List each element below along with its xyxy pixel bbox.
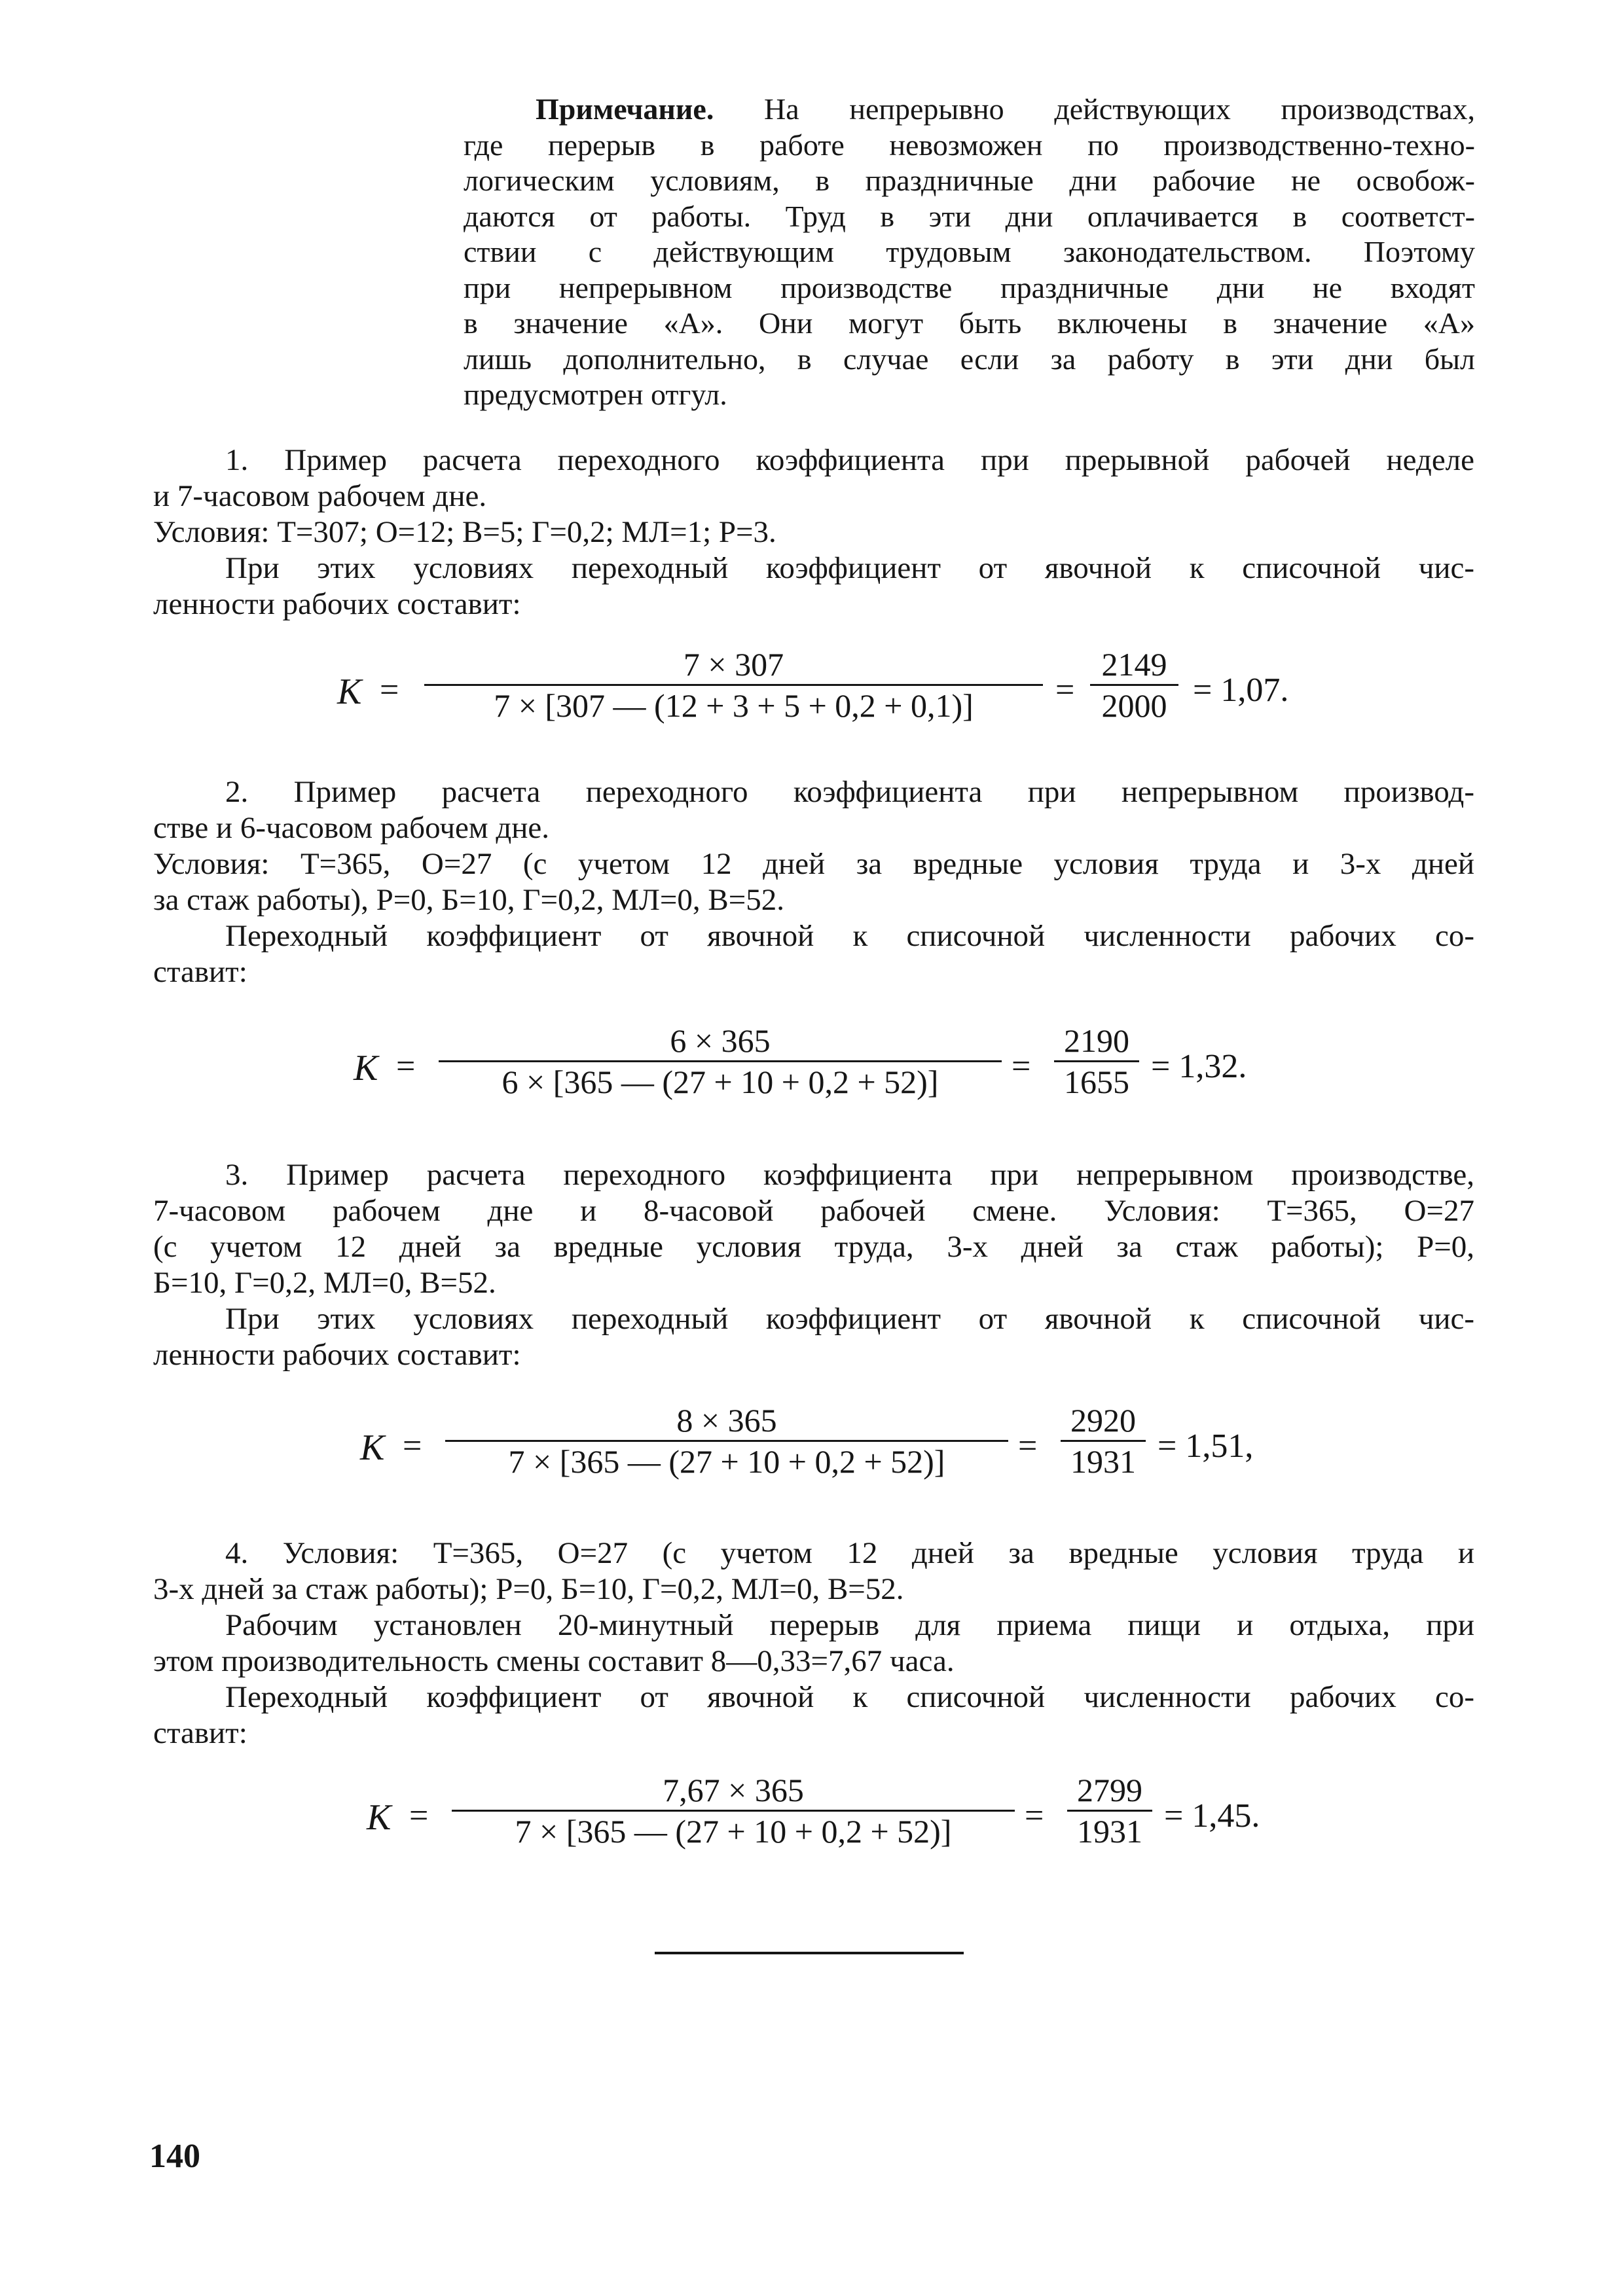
fraction-denominator: 2000 <box>1101 687 1167 724</box>
section-divider <box>655 1952 964 1954</box>
example-line: 2. Пример расчета переходного коэффициента при непрерывном производ- <box>225 775 1474 809</box>
formula-1 <box>0 645 1623 743</box>
example-line: и 7-часовом рабочем дне. <box>153 479 487 513</box>
example-line: 1. Пример расчета переходного коэффициента при прерывной рабочей неделе <box>225 443 1474 477</box>
note-block <box>464 92 1475 413</box>
equals-sign: = <box>403 1427 422 1465</box>
equals-sign: = <box>396 1048 416 1085</box>
example-line: При этих условиях переходный коэффициент от явочной к списочной чис- <box>225 551 1474 585</box>
fraction-numerator: 2149 <box>1101 646 1167 683</box>
formula-result: = 1,32. <box>1151 1048 1247 1085</box>
formula-lhs: K <box>337 672 362 712</box>
example-line: Б=10, Г=0,2, МЛ=0, В=52. <box>153 1266 496 1300</box>
note-label: Примечание. <box>536 92 714 126</box>
main-fraction <box>424 645 1043 725</box>
formula-lhs: K <box>360 1427 385 1468</box>
example-2-text <box>153 774 1474 990</box>
equals-sign: = <box>409 1797 429 1835</box>
note-line: где перерыв в работе невозможен по производственно-техно- <box>464 128 1475 162</box>
fraction-numerator: 8 × 365 <box>676 1402 777 1439</box>
fraction-numerator: 2190 <box>1064 1022 1129 1059</box>
fraction-numerator: 7,67 × 365 <box>663 1772 804 1808</box>
main-fraction <box>452 1770 1015 1851</box>
fraction-denominator: 1931 <box>1070 1443 1136 1480</box>
result-fraction <box>1054 1021 1139 1102</box>
example-line: ставит: <box>153 955 247 989</box>
example-line: ставит: <box>153 1716 247 1750</box>
note-line: при непрерывном производстве праздничные дни не входят <box>464 270 1475 304</box>
note-line: в значение «А». Они могут быть включены в значение «А» <box>464 306 1475 340</box>
fraction-numerator: 2920 <box>1070 1402 1136 1439</box>
note-line: лишь дополнительно, в случае если за работу в эти дни был <box>464 342 1475 376</box>
fraction-denominator: 7 × [365 — (27 + 10 + 0,2 + 52)] <box>508 1443 945 1480</box>
note-line: даются от работы. Труд в эти дни оплачивается в соответст- <box>464 199 1475 233</box>
example-line: стве и 6-часовом рабочем дне. <box>153 811 550 845</box>
fraction-numerator: 6 × 365 <box>670 1022 771 1059</box>
example-line: (с учетом 12 дней за вредные условия труда, 3-х дней за стаж работы); Р=0, <box>153 1230 1474 1264</box>
fraction-denominator: 7 × [365 — (27 + 10 + 0,2 + 52)] <box>515 1813 952 1850</box>
example-line: этом производительность смены составит 8—0,33=7,67 часа. <box>153 1644 955 1678</box>
example-line: за стаж работы), Р=0, Б=10, Г=0,2, МЛ=0, В=52. <box>153 883 785 917</box>
formula-result: = 1,51, <box>1158 1427 1254 1465</box>
formula-lhs: K <box>367 1797 392 1838</box>
formula-result: = 1,45. <box>1164 1797 1260 1835</box>
example-line: Рабочим установлен 20-минутный перерыв для приема пищи и отдыха, при <box>225 1608 1474 1642</box>
result-fraction <box>1090 645 1178 725</box>
example-line: 7-часовом рабочем дне и 8-часовой рабочей смене. Условия: Т=365, О=27 <box>153 1194 1474 1228</box>
equals-sign: = <box>1055 672 1075 709</box>
equals-sign: = <box>380 672 399 709</box>
fraction-denominator: 7 × [307 — (12 + 3 + 5 + 0,2 + 0,1)] <box>494 687 974 724</box>
example-line: ленности рабочих составит: <box>153 1338 521 1372</box>
formula-lhs: K <box>354 1048 378 1088</box>
example-line: 3. Пример расчета переходного коэффициента при непрерывном производстве, <box>225 1158 1474 1192</box>
example-line: Условия: Т=365, О=27 (с учетом 12 дней за вредные условия труда и 3-х дней <box>153 847 1474 881</box>
example-3-text <box>153 1157 1474 1373</box>
note-line: ствии с действующим трудовым законодательством. Поэтому <box>464 235 1475 268</box>
example-line: 4. Условия: Т=365, О=27 (с учетом 12 дней за вредные условия труда и <box>225 1536 1474 1570</box>
formula-4 <box>0 1770 1623 1869</box>
equals-sign: = <box>1012 1048 1031 1085</box>
example-line: Условия: Т=307; О=12; В=5; Г=0,2; МЛ=1; Р=3. <box>153 515 776 549</box>
example-4-text <box>153 1535 1474 1751</box>
fraction-denominator: 1655 <box>1064 1064 1129 1100</box>
formula-2 <box>0 1021 1623 1119</box>
formula-3 <box>0 1401 1623 1499</box>
example-line: 3-х дней за стаж работы); Р=0, Б=10, Г=0,2, МЛ=0, В=52. <box>153 1572 904 1606</box>
example-line: Переходный коэффициент от явочной к списочной численности рабочих со- <box>225 919 1474 953</box>
example-line: При этих условиях переходный коэффициент от явочной к списочной чис- <box>225 1302 1474 1336</box>
note-line: логическим условиям, в праздничные дни рабочие не освобож- <box>464 164 1475 197</box>
page-number: 140 <box>149 2138 200 2175</box>
main-fraction <box>439 1021 1002 1102</box>
example-line: ленности рабочих составит: <box>153 587 521 621</box>
equals-sign: = <box>1025 1797 1044 1835</box>
main-fraction <box>445 1401 1008 1481</box>
fraction-numerator: 7 × 307 <box>683 646 784 683</box>
note-line: предусмотрен отгул. <box>464 378 727 411</box>
example-line: Переходный коэффициент от явочной к списочной численности рабочих со- <box>225 1680 1474 1714</box>
fraction-numerator: 2799 <box>1077 1772 1142 1808</box>
equals-sign: = <box>1018 1427 1038 1465</box>
result-fraction <box>1061 1401 1146 1481</box>
fraction-denominator: 6 × [365 — (27 + 10 + 0,2 + 52)] <box>501 1064 939 1100</box>
example-1-text <box>153 442 1474 622</box>
result-fraction <box>1067 1770 1152 1851</box>
note-line: Примечание. На непрерывно действующих производствах, <box>536 92 1475 126</box>
formula-result: = 1,07. <box>1193 672 1289 709</box>
fraction-denominator: 1931 <box>1077 1813 1142 1850</box>
